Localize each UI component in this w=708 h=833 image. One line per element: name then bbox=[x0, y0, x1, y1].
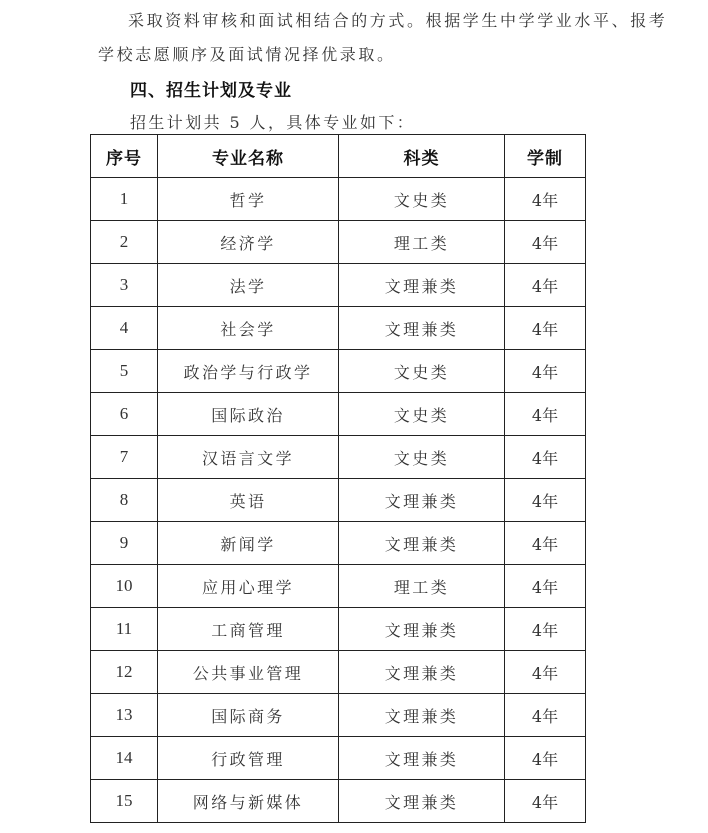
table-row bbox=[91, 221, 586, 264]
row-duration: 4年 bbox=[505, 350, 586, 393]
table-row bbox=[91, 651, 586, 694]
row-category: 文理兼类 bbox=[339, 694, 505, 737]
row-major: 法学 bbox=[158, 264, 339, 307]
row-major: 国际商务 bbox=[158, 694, 339, 737]
row-duration: 4年 bbox=[505, 264, 586, 307]
row-number: 15 bbox=[91, 780, 158, 823]
table-row bbox=[91, 307, 586, 350]
row-duration: 4年 bbox=[505, 307, 586, 350]
row-major: 网络与新媒体 bbox=[158, 780, 339, 823]
table-header-row bbox=[91, 135, 586, 178]
row-category: 文理兼类 bbox=[339, 651, 505, 694]
row-major: 社会学 bbox=[158, 307, 339, 350]
row-major: 公共事业管理 bbox=[158, 651, 339, 694]
row-category: 文理兼类 bbox=[339, 479, 505, 522]
table-row bbox=[91, 178, 586, 221]
row-category: 文理兼类 bbox=[339, 737, 505, 780]
row-duration: 4年 bbox=[505, 737, 586, 780]
row-number: 12 bbox=[91, 651, 158, 694]
row-number: 14 bbox=[91, 737, 158, 780]
majors-table bbox=[90, 134, 586, 823]
table-row bbox=[91, 608, 586, 651]
row-number: 4 bbox=[91, 307, 158, 350]
row-category: 理工类 bbox=[339, 565, 505, 608]
row-duration: 4年 bbox=[505, 479, 586, 522]
row-major: 行政管理 bbox=[158, 737, 339, 780]
row-number: 5 bbox=[91, 350, 158, 393]
row-number: 2 bbox=[91, 221, 158, 264]
row-major: 政治学与行政学 bbox=[158, 350, 339, 393]
row-duration: 4年 bbox=[505, 608, 586, 651]
row-category: 文理兼类 bbox=[339, 780, 505, 823]
table-row bbox=[91, 479, 586, 522]
row-major: 哲学 bbox=[158, 178, 339, 221]
table-row bbox=[91, 780, 586, 823]
row-category: 文史类 bbox=[339, 393, 505, 436]
section-heading: 四、招生计划及专业 bbox=[130, 81, 292, 101]
row-category: 文理兼类 bbox=[339, 264, 505, 307]
row-number: 11 bbox=[91, 608, 158, 651]
row-category: 文理兼类 bbox=[339, 608, 505, 651]
row-number: 7 bbox=[91, 436, 158, 479]
table-row bbox=[91, 565, 586, 608]
row-duration: 4年 bbox=[505, 436, 586, 479]
header-category: 科类 bbox=[339, 135, 505, 178]
admission-method-paragraph-continued: 学校志愿顺序及面试情况择优录取。 bbox=[98, 45, 396, 64]
row-number: 13 bbox=[91, 694, 158, 737]
row-duration: 4年 bbox=[505, 178, 586, 221]
row-duration: 4年 bbox=[505, 780, 586, 823]
row-category: 文史类 bbox=[339, 350, 505, 393]
row-major: 工商管理 bbox=[158, 608, 339, 651]
row-major: 新闻学 bbox=[158, 522, 339, 565]
row-duration: 4年 bbox=[505, 221, 586, 264]
table-row bbox=[91, 737, 586, 780]
row-category: 文理兼类 bbox=[339, 307, 505, 350]
row-number: 10 bbox=[91, 565, 158, 608]
row-major: 英语 bbox=[158, 479, 339, 522]
header-duration: 学制 bbox=[505, 135, 586, 178]
admission-method-paragraph: 采取资料审核和面试相结合的方式。根据学生中学学业水平、报考 bbox=[128, 11, 668, 30]
row-category: 文史类 bbox=[339, 178, 505, 221]
row-duration: 4年 bbox=[505, 694, 586, 737]
row-category: 理工类 bbox=[339, 221, 505, 264]
row-category: 文理兼类 bbox=[339, 522, 505, 565]
row-duration: 4年 bbox=[505, 393, 586, 436]
row-number: 1 bbox=[91, 178, 158, 221]
row-category: 文史类 bbox=[339, 436, 505, 479]
table-row bbox=[91, 694, 586, 737]
table-row bbox=[91, 522, 586, 565]
row-duration: 4年 bbox=[505, 565, 586, 608]
row-number: 6 bbox=[91, 393, 158, 436]
row-major: 汉语言文学 bbox=[158, 436, 339, 479]
row-number: 9 bbox=[91, 522, 158, 565]
row-major: 经济学 bbox=[158, 221, 339, 264]
row-duration: 4年 bbox=[505, 522, 586, 565]
row-number: 8 bbox=[91, 479, 158, 522]
table-row bbox=[91, 393, 586, 436]
table-row bbox=[91, 436, 586, 479]
row-number: 3 bbox=[91, 264, 158, 307]
header-major: 专业名称 bbox=[158, 135, 339, 178]
table-row bbox=[91, 350, 586, 393]
row-duration: 4年 bbox=[505, 651, 586, 694]
table-row bbox=[91, 264, 586, 307]
plan-intro: 招生计划共 5 人，具体专业如下： bbox=[130, 113, 416, 132]
header-number: 序号 bbox=[91, 135, 158, 178]
row-major: 国际政治 bbox=[158, 393, 339, 436]
row-major: 应用心理学 bbox=[158, 565, 339, 608]
